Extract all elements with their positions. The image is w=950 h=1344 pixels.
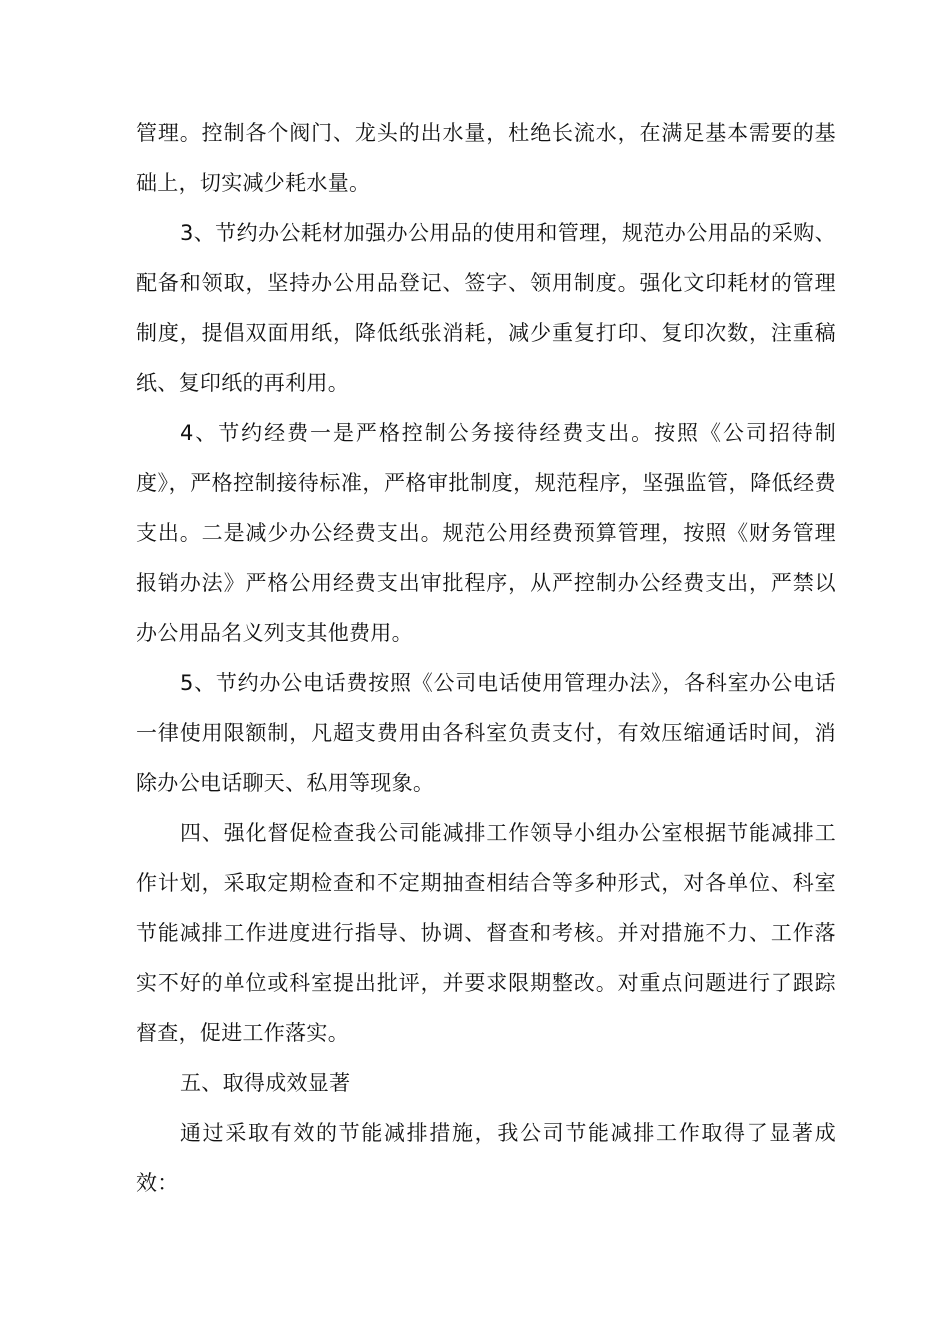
document-body — [136, 108, 836, 1208]
paragraph-item-3: 3、节约办公耗材加强办公用品的使用和管理，规范办公用品的采购、配备和领取，坚持办公用品登记、签字、领用制度。强化文印耗材的管理制度，提倡双面用纸，降低纸张消耗，减少重复打印、复印次数，注重稿纸、复印纸的再利用。 — [136, 221, 836, 395]
paragraph-results-intro: 通过采取有效的节能减排措施，我公司节能减排工作取得了显著成效： — [136, 1121, 836, 1195]
paragraph-section-4: 四、强化督促检查我公司能减排工作领导小组办公室根据节能减排工作计划，采取定期检查和不定期抽查相结合等多种形式，对各单位、科室节能减排工作进度进行指导、协调、督查和考核。并对措施不力、工作落实不好的单位或科室提出批评，并要求限期整改。对重点问题进行了跟踪督查，促进工作落实。 — [136, 821, 836, 1045]
paragraph-item-4: 4、节约经费一是严格控制公务接待经费支出。按照《公司招待制度》，严格控制接待标准，严格审批制度，规范程序，坚强监管，降低经费支出。二是减少办公经费支出。规范公用经费预算管理，按照《财务管理报销办法》严格公用经费支出审批程序，从严控制办公经费支出，严禁以办公用品名义列支其他费用。 — [136, 421, 836, 645]
paragraph-section-5-heading: 五、取得成效显著 — [180, 1071, 351, 1095]
paragraph-continuation: 管理。控制各个阀门、龙头的出水量，杜绝长流水，在满足基本需要的基础上，切实减少耗水量。 — [136, 121, 836, 195]
paragraph-item-5: 5、节约办公电话费按照《公司电话使用管理办法》，各科室办公电话一律使用限额制，凡超支费用由各科室负责支付，有效压缩通话时间，消除办公电话聊天、私用等现象。 — [136, 671, 836, 795]
